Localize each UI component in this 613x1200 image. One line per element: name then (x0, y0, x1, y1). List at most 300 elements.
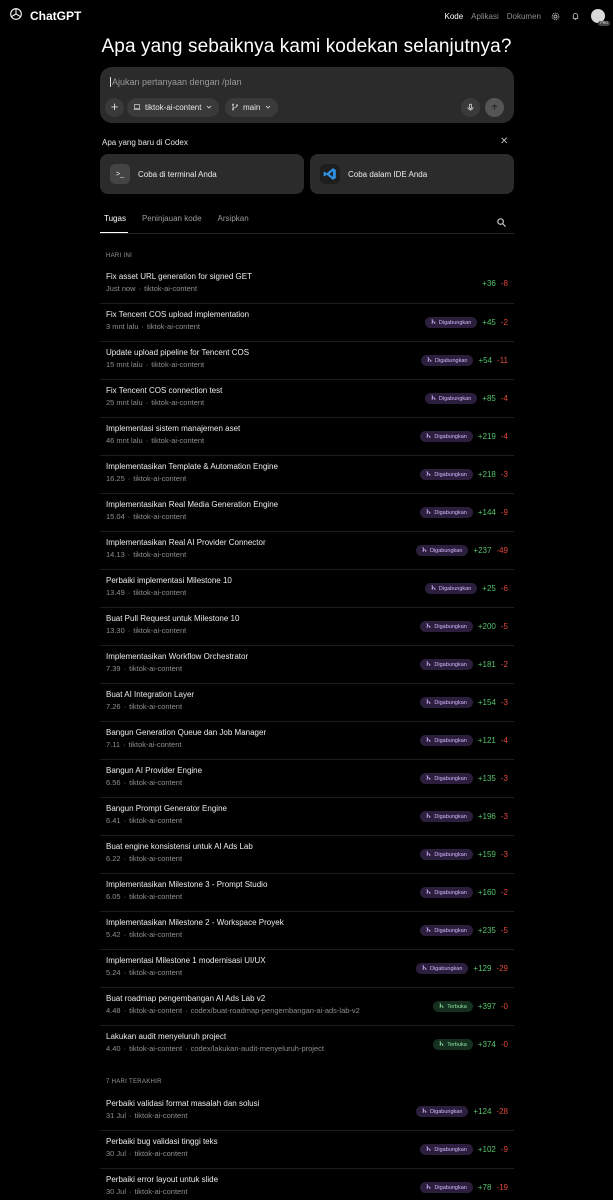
nav-kode[interactable]: Kode (444, 11, 464, 21)
task-time: 7.26 (106, 702, 121, 711)
task-stats (425, 317, 508, 328)
separator-dot: · (145, 436, 149, 445)
separator-dot: · (127, 550, 131, 559)
task-time: 30 Jul (106, 1149, 127, 1158)
task-meta (106, 702, 182, 711)
separator-dot: · (129, 1111, 132, 1120)
merge-icon (426, 927, 431, 934)
lines-removed: -0 (500, 1002, 508, 1011)
task-row[interactable] (100, 342, 514, 380)
badge-label: Digabungkan (429, 1108, 463, 1115)
task-title: Implementasi Milestone 1 modernisasi UI/UX (106, 956, 266, 965)
task-title: Buat Pull Request untuk Milestone 10 (106, 614, 240, 623)
search-icon[interactable] (496, 215, 507, 226)
task-time: 46 mnt lalu (106, 436, 143, 445)
task-title: Perbaiki bug validasi tinggi teks (106, 1137, 218, 1146)
separator-dot: · (123, 1006, 127, 1015)
task-repo: tiktok-ai-content (129, 854, 183, 863)
task-title: Bangun AI Provider Engine (106, 766, 203, 775)
task-time: 31 Jul (106, 1111, 127, 1120)
task-time: 6.05 (106, 892, 121, 901)
plan-badge: PRO (600, 21, 608, 25)
task-title: Fix Tencent COS connection test (106, 386, 223, 395)
lines-removed: -4 (500, 432, 508, 441)
task-stats (420, 887, 508, 898)
page-headline: Apa yang sebaiknya kami kodekan selanjutnya? (101, 36, 512, 57)
lines-added: +25 (482, 584, 496, 593)
lines-removed: -4 (500, 394, 508, 403)
task-time: 5.42 (106, 930, 121, 939)
lines-removed: -2 (500, 660, 508, 669)
open-badge (433, 1001, 473, 1012)
merged-badge (416, 1106, 468, 1117)
task-meta (106, 360, 204, 369)
task-time: 13.49 (106, 588, 125, 597)
merged-badge (421, 355, 473, 366)
task-row[interactable] (100, 912, 514, 950)
task-stats (420, 849, 508, 860)
badge-label: Digabungkan (434, 737, 467, 744)
task-meta (106, 854, 182, 863)
lines-added: +237 (473, 546, 492, 555)
merged-badge (420, 849, 472, 860)
lines-added: +85 (482, 394, 496, 403)
task-list-week (100, 1093, 514, 1200)
tab-arsipkan[interactable]: Arsipkan (217, 214, 249, 223)
top-bar (0, 0, 613, 32)
task-title: Implementasikan Real Media Generation Engine (106, 500, 279, 509)
merged-badge (420, 431, 472, 442)
separator-dot: · (129, 1149, 132, 1158)
lines-removed: -29 (496, 964, 508, 973)
task-repo: tiktok-ai-content (134, 1187, 188, 1196)
task-repo: tiktok-ai-content (129, 968, 183, 977)
lines-added: +196 (477, 812, 496, 821)
task-meta (106, 284, 197, 293)
merged-badge (420, 697, 472, 708)
composer[interactable] (100, 67, 514, 123)
task-title: Buat AI Integration Layer (106, 690, 195, 699)
task-row[interactable] (100, 570, 514, 608)
task-row[interactable] (100, 1169, 514, 1200)
task-row[interactable] (100, 874, 514, 912)
task-repo: tiktok-ai-content (133, 588, 187, 597)
ide-card-label: Coba dalam IDE Anda (348, 169, 428, 179)
badge-label: Digabungkan (438, 319, 472, 326)
badge-label: Digabungkan (434, 813, 467, 820)
tab-divider (100, 233, 514, 234)
merge-icon (426, 1146, 431, 1153)
task-time: 7.39 (106, 664, 121, 673)
task-title: Fix asset URL generation for signed GET (106, 272, 252, 281)
merge-icon (426, 851, 431, 858)
separator-dot: · (123, 702, 127, 711)
separator-dot: · (123, 740, 126, 749)
task-meta (106, 1044, 324, 1053)
task-time: 3 mnt lalu (106, 322, 139, 331)
task-row[interactable] (100, 494, 514, 532)
lines-added: +181 (477, 660, 496, 669)
merged-badge (425, 393, 477, 404)
task-repo: tiktok-ai-content (129, 778, 183, 787)
merged-badge (420, 469, 472, 480)
task-time: 15.04 (106, 512, 125, 521)
task-meta (106, 930, 182, 939)
task-row[interactable] (100, 380, 514, 418)
task-title: Bangun Prompt Generator Engine (106, 804, 227, 813)
lines-removed: -4 (500, 736, 508, 745)
merged-badge (420, 659, 472, 670)
merge-icon (426, 813, 431, 820)
lines-removed: -5 (500, 926, 508, 935)
merged-badge (425, 317, 477, 328)
task-time: 5.24 (106, 968, 121, 977)
task-title: Lakukan audit menyeluruh project (106, 1032, 227, 1041)
prompt-input[interactable]: Ajukan pertanyaan dengan /plan (112, 77, 242, 87)
task-repo: tiktok-ai-content (133, 626, 187, 635)
task-meta (106, 322, 200, 331)
tab-tugas[interactable]: Tugas (104, 214, 126, 223)
merged-badge (420, 811, 472, 822)
vscode-icon (320, 164, 340, 184)
avatar[interactable] (591, 9, 608, 25)
separator-dot: · (141, 322, 145, 331)
separator-dot: · (127, 512, 131, 521)
task-repo: tiktok-ai-content (134, 1149, 188, 1158)
lines-removed: -11 (497, 356, 508, 365)
merge-icon (426, 471, 431, 478)
task-title: Implementasikan Workflow Orchestrator (106, 652, 249, 661)
lines-added: +144 (477, 508, 496, 517)
lines-added: +135 (477, 774, 496, 783)
repo-label: tiktok-ai-content (145, 103, 202, 112)
task-stats (416, 963, 508, 974)
terminal-card[interactable] (100, 154, 304, 194)
merge-icon (426, 433, 431, 440)
terminal-icon: >_ (110, 164, 130, 184)
task-row[interactable] (100, 760, 514, 798)
top-nav (444, 9, 608, 25)
task-meta (106, 664, 182, 673)
lines-removed: -9 (500, 508, 508, 517)
task-stats (420, 773, 508, 784)
task-stats (420, 621, 508, 632)
separator-dot: · (123, 816, 127, 825)
lines-added: +36 (482, 279, 496, 288)
task-repo: tiktok-ai-content (144, 284, 198, 293)
task-branch: codex/lakukan-audit-menyeluruh-project (190, 1044, 324, 1053)
task-repo: tiktok-ai-content (151, 436, 205, 445)
lines-added: +45 (482, 318, 496, 327)
badge-label: Digabungkan (434, 661, 467, 668)
task-stats (425, 393, 508, 404)
task-stats (420, 1144, 508, 1155)
task-repo: tiktok-ai-content (129, 1044, 183, 1053)
lines-removed: -28 (496, 1107, 508, 1116)
task-title: Implementasi sistem manajemen aset (106, 424, 241, 433)
task-meta (106, 550, 186, 559)
task-meta (106, 436, 204, 445)
lines-added: +218 (477, 470, 496, 479)
task-stats (420, 431, 508, 442)
nav-aplikasi[interactable]: Aplikasi (471, 11, 499, 21)
task-row[interactable] (100, 1026, 514, 1064)
task-meta (106, 474, 186, 483)
branch-selector[interactable] (225, 98, 278, 117)
task-stats (421, 355, 508, 366)
chevron-down-icon (264, 103, 272, 113)
task-meta (106, 778, 182, 787)
task-repo: tiktok-ai-content (129, 930, 183, 939)
task-repo: tiktok-ai-content (128, 740, 182, 749)
task-time: 7.11 (106, 740, 121, 749)
lines-removed: -49 (496, 546, 508, 555)
branch-label: main (243, 103, 261, 112)
task-row[interactable] (100, 532, 514, 570)
task-row[interactable] (100, 722, 514, 760)
separator-dot: · (123, 968, 127, 977)
badge-label: Digabungkan (434, 699, 467, 706)
terminal-card-label: Coba di terminal Anda (138, 169, 217, 179)
task-stats (482, 279, 508, 288)
branch-icon (231, 103, 239, 113)
close-icon[interactable]: ✕ (500, 136, 509, 147)
task-time: 15 mnt lalu (106, 360, 143, 369)
lines-added: +159 (477, 850, 496, 859)
lines-removed: -2 (500, 318, 508, 327)
task-title: Implementasikan Template & Automation Engine (106, 462, 278, 471)
task-title: Implementasikan Milestone 2 - Workspace Proyek (106, 918, 284, 927)
badge-label: Digabungkan (434, 1146, 467, 1153)
task-stats (425, 583, 508, 594)
separator-dot: · (145, 360, 149, 369)
open-badge (433, 1039, 473, 1050)
task-stats (420, 925, 508, 936)
repo-selector[interactable] (127, 98, 219, 117)
task-meta (106, 398, 204, 407)
task-repo: tiktok-ai-content (147, 322, 200, 331)
lines-added: +200 (477, 622, 496, 631)
separator-dot: · (123, 1044, 127, 1053)
separator-dot: · (138, 284, 142, 293)
badge-label: Digabungkan (438, 395, 472, 402)
badge-label: Digabungkan (429, 965, 463, 972)
task-row[interactable] (100, 684, 514, 722)
badge-label: Digabungkan (438, 585, 472, 592)
merge-icon (422, 965, 427, 972)
tab-peninjauan-kode[interactable]: Peninjauan kode (141, 214, 202, 223)
merge-icon (431, 585, 436, 592)
lines-removed: -3 (500, 850, 508, 859)
task-title: Update upload pipeline for Tencent COS (106, 348, 250, 357)
task-branch: codex/buat-roadmap-pengembangan-ai-ads-lab-v2 (190, 1006, 360, 1015)
lines-removed: -3 (500, 470, 508, 479)
merged-badge (420, 621, 472, 632)
task-time: 6.22 (106, 854, 121, 863)
lines-added: +102 (477, 1145, 496, 1154)
merge-icon (431, 319, 436, 326)
task-row[interactable] (100, 304, 514, 342)
task-stats (420, 659, 508, 670)
separator-dot: · (123, 892, 127, 901)
task-repo: tiktok-ai-content (133, 512, 187, 521)
task-meta (106, 740, 182, 749)
task-time: 30 Jul (106, 1187, 127, 1196)
merge-icon (426, 1184, 431, 1191)
badge-label: Digabungkan (434, 509, 467, 516)
task-stats (416, 1106, 508, 1117)
task-row[interactable] (100, 266, 514, 304)
lines-added: +129 (473, 964, 492, 973)
lines-added: +397 (477, 1002, 496, 1011)
task-stats (420, 697, 508, 708)
task-repo: tiktok-ai-content (129, 892, 183, 901)
task-row[interactable] (100, 646, 514, 684)
task-repo: tiktok-ai-content (134, 1111, 188, 1120)
badge-label: Digabungkan (434, 1184, 467, 1191)
task-title: Perbaiki implementasi Milestone 10 (106, 576, 232, 585)
section-header-today: HARI INI (106, 253, 133, 259)
task-time: 13.30 (106, 626, 125, 635)
merged-badge (420, 507, 472, 518)
task-title: Buat roadmap pengembangan AI Ads Lab v2 (106, 994, 266, 1003)
ide-card[interactable] (310, 154, 514, 194)
chevron-down-icon (205, 103, 213, 113)
lines-removed: -3 (500, 774, 508, 783)
separator-dot: · (123, 778, 127, 787)
mic-button[interactable] (461, 98, 480, 117)
task-title: Perbaiki validasi format masalah dan solusi (106, 1099, 260, 1108)
task-meta (106, 588, 186, 597)
task-row[interactable] (100, 1131, 514, 1169)
merged-badge (420, 735, 472, 746)
mic-icon (466, 99, 475, 117)
task-row[interactable] (100, 608, 514, 646)
badge-label: Digabungkan (434, 433, 467, 440)
separator-dot: · (127, 588, 131, 597)
bell-icon[interactable] (569, 10, 581, 22)
merge-icon (422, 547, 427, 554)
task-time: 4.48 (106, 1006, 121, 1015)
task-tabs (104, 214, 249, 223)
merged-badge (420, 773, 472, 784)
task-time: Just now (106, 284, 136, 293)
separator-dot: · (185, 1044, 188, 1053)
logo[interactable] (8, 6, 81, 27)
lines-removed: -0 (500, 1040, 508, 1049)
lines-added: +124 (473, 1107, 492, 1116)
badge-label: Digabungkan (434, 851, 467, 858)
task-list-today (100, 266, 514, 1064)
merged-badge (416, 963, 468, 974)
task-repo: tiktok-ai-content (129, 702, 183, 711)
merge-icon (426, 509, 431, 516)
lines-added: +78 (477, 1183, 492, 1192)
lines-added: +219 (477, 432, 496, 441)
app-title: ChatGPT (30, 9, 82, 23)
task-meta (106, 968, 182, 977)
task-row[interactable] (100, 418, 514, 456)
pull-request-icon (439, 1003, 444, 1010)
task-time: 14.13 (106, 550, 125, 559)
lines-removed: -6 (500, 584, 508, 593)
task-stats (420, 811, 508, 822)
task-row[interactable] (100, 798, 514, 836)
separator-dot: · (185, 1006, 188, 1015)
merged-badge (420, 887, 472, 898)
lines-removed: -2 (500, 888, 508, 897)
lines-removed: -3 (500, 812, 508, 821)
task-row[interactable] (100, 836, 514, 874)
task-time: 4.40 (106, 1044, 121, 1053)
badge-label: Terbuka (447, 1041, 467, 1048)
nav-dokumen[interactable]: Dokumen (506, 11, 541, 21)
badge-label: Digabungkan (434, 471, 467, 478)
badge-label: Digabungkan (434, 775, 467, 782)
task-repo: tiktok-ai-content (133, 550, 187, 559)
task-repo: tiktok-ai-content (151, 398, 205, 407)
task-title: Bangun Generation Queue dan Job Manager (106, 728, 267, 737)
task-time: 6.41 (106, 816, 121, 825)
task-time: 6.56 (106, 778, 121, 787)
task-repo: tiktok-ai-content (129, 1006, 183, 1015)
badge-label: Digabungkan (434, 889, 467, 896)
separator-dot: · (123, 854, 127, 863)
arrow-up-icon (490, 99, 499, 117)
badge-label: Digabungkan (434, 927, 467, 934)
badge-label: Terbuka (447, 1003, 467, 1010)
add-button[interactable]: + (105, 98, 124, 117)
task-row[interactable] (100, 1093, 514, 1131)
send-button[interactable] (485, 98, 504, 117)
separator-dot: · (123, 664, 127, 673)
merge-icon (422, 1108, 427, 1115)
whats-new-title: Apa yang baru di Codex (102, 138, 188, 147)
merge-icon (426, 623, 431, 630)
merged-badge (420, 1182, 472, 1193)
task-stats (420, 469, 508, 480)
task-title: Perbaiki error layout untuk slide (106, 1175, 219, 1184)
separator-dot: · (127, 626, 131, 635)
lines-removed: -5 (500, 622, 508, 631)
separator-dot: · (145, 398, 149, 407)
task-row[interactable] (100, 456, 514, 494)
task-row[interactable] (100, 988, 514, 1026)
task-meta (106, 512, 186, 521)
task-meta (106, 892, 182, 901)
task-title: Fix Tencent COS upload implementation (106, 310, 250, 319)
merged-badge (416, 545, 468, 556)
lines-added: +121 (477, 736, 496, 745)
lines-added: +374 (477, 1040, 496, 1049)
merge-icon (427, 357, 432, 364)
task-meta (106, 1111, 187, 1120)
task-stats (420, 1182, 508, 1193)
badge-label: Digabungkan (434, 623, 467, 630)
merged-badge (425, 583, 477, 594)
lines-removed: -8 (500, 279, 508, 288)
task-row[interactable] (100, 950, 514, 988)
lines-added: +154 (477, 698, 496, 707)
task-meta (106, 1006, 360, 1015)
section-header-week: 7 HARI TERAKHIR (106, 1079, 162, 1085)
settings-icon[interactable] (549, 10, 561, 22)
merge-icon (426, 699, 431, 706)
lines-removed: -9 (500, 1145, 508, 1154)
openai-logo-icon (8, 6, 24, 27)
merge-icon (426, 775, 431, 782)
merge-icon (426, 737, 431, 744)
